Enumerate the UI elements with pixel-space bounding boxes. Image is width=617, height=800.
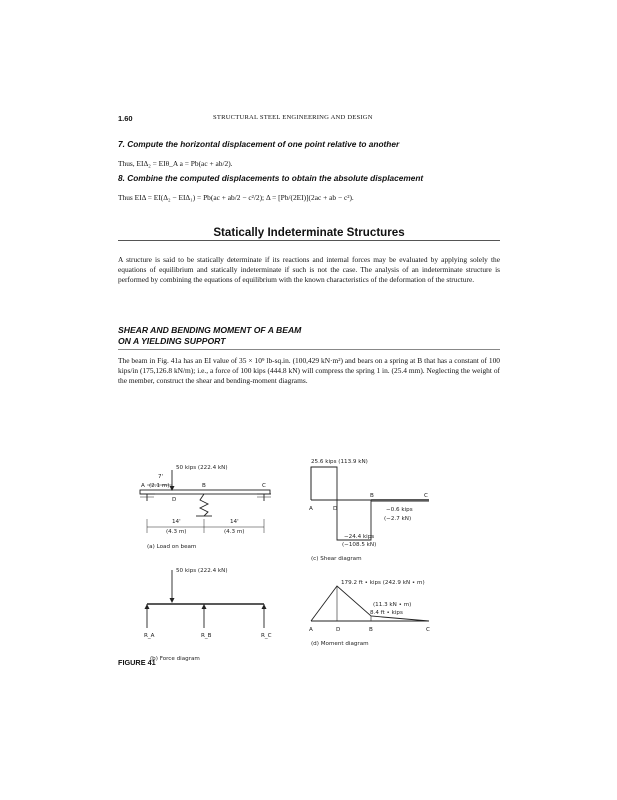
fig-d-peak-value: 179.2 ft • kips (242.9 kN • m) bbox=[341, 580, 425, 586]
fig-c-bottom-metric: (−108.5 kN) bbox=[342, 542, 377, 548]
step-8-equation: Thus EIΔ = EI(Δ₂ − EIΔ₁) = Pb(ac + ab/2 − c²/2); Δ = [Pb/(2EI)](2ac + ab − c²). bbox=[118, 193, 354, 202]
fig-b-load-label: 50 kips (222.4 kN) bbox=[176, 568, 228, 574]
running-title: STRUCTURAL STEEL ENGINEERING AND DESIGN bbox=[213, 114, 373, 121]
fig-b-rb: R_B bbox=[201, 633, 212, 639]
fig-b-rc: R_C bbox=[261, 633, 272, 639]
fig-d-point-d: D bbox=[336, 627, 341, 633]
fig-a-span-left-metric: (4.3 m) bbox=[166, 529, 187, 535]
step-7-equation: Thus, EIΔ₂ = EIθ_A a = Pb(ac + ab/2). bbox=[118, 159, 233, 168]
fig-d-b-value: (11.3 kN • m) bbox=[373, 602, 412, 608]
subsection-title-line1: SHEAR AND BENDING MOMENT OF A BEAM bbox=[118, 325, 302, 335]
fig-a-dim7: 7' bbox=[158, 474, 164, 480]
panel-b-force-diagram bbox=[145, 570, 267, 628]
fig-c-point-c: C bbox=[424, 493, 428, 499]
fig-a-span-left: 14' bbox=[172, 519, 181, 525]
fig-a-dim7-metric: (2.1 m) bbox=[149, 483, 170, 489]
section-title: Statically Indeterminate Structures bbox=[213, 226, 405, 239]
section-paragraph: A structure is said to be statically determinate if its reactions and internal forces may be evaluated by applying solely the equations of equilibrium and statically indeterminate if such is not the case. The analysis of an indeterminate structure is performed by combining the equations of equilibrium with the known characteristics of the deformation of the structure. bbox=[118, 255, 500, 284]
fig-c-point-b: B bbox=[370, 493, 374, 499]
beam-a bbox=[140, 490, 270, 494]
fig-d-point-c: C bbox=[426, 627, 430, 633]
fig-a-point-a: A bbox=[141, 483, 145, 489]
subsection-paragraph: The beam in Fig. 41a has an EI value of 35 × 10⁹ lb-sq.in. (100,429 kN·m²) and bears on a spring at B that has a constant of 100 kips/in (175,126.8 kN/m); i.e., a force of 100 kips (444.8 kN) will compress the spring 1 in. (25.4 mm). Neglecting the weight of the member, construct the shear and bending-moment diagrams. bbox=[118, 356, 500, 385]
shear-outline bbox=[311, 467, 371, 540]
fig-a-point-b: B bbox=[202, 483, 206, 489]
fig-b-ra: R_A bbox=[144, 633, 155, 639]
fig-a-caption: (a) Load on beam bbox=[147, 544, 197, 550]
panel-c-shear-diagram bbox=[311, 467, 429, 540]
fig-a-point-c: C bbox=[262, 483, 266, 489]
fig-c-bottom-value: −24.4 kips bbox=[344, 534, 375, 540]
fig-a-span-right-metric: (4.3 m) bbox=[224, 529, 245, 535]
fig-c-point-d: D bbox=[333, 506, 338, 512]
fig-c-point-a: A bbox=[309, 506, 313, 512]
fig-b-caption: (b) Force diagram bbox=[150, 656, 200, 662]
fig-c-right-value: −0.6 kips bbox=[386, 507, 413, 513]
fig-d-point-b: B bbox=[369, 627, 373, 633]
fig-a-point-d: D bbox=[172, 497, 177, 503]
fig-a-span-right: 14' bbox=[230, 519, 239, 525]
page-number: 1.60 bbox=[118, 114, 133, 123]
figure-label: FIGURE 41 bbox=[118, 658, 156, 667]
fig-a-load-label: 50 kips (222.4 kN) bbox=[176, 465, 228, 471]
subsection-title-line2: ON A YIELDING SUPPORT bbox=[118, 335, 226, 346]
fig-c-top-value: 25.6 kips (113.9 kN) bbox=[311, 459, 368, 465]
fig-d-caption: (d) Moment diagram bbox=[311, 641, 369, 647]
spring-b bbox=[200, 494, 208, 516]
fig-d-b-value2: 8.4 ft • kips bbox=[370, 610, 403, 616]
step-7-heading: 7. Compute the horizontal displacement of one point relative to another bbox=[118, 139, 400, 149]
fig-d-point-a: A bbox=[309, 627, 313, 633]
step-8-heading: 8. Combine the computed displacements to obtain the absolute displacement bbox=[118, 173, 424, 183]
fig-c-caption: (c) Shear diagram bbox=[311, 556, 362, 562]
fig-c-right-metric: (−2.7 kN) bbox=[384, 516, 412, 522]
